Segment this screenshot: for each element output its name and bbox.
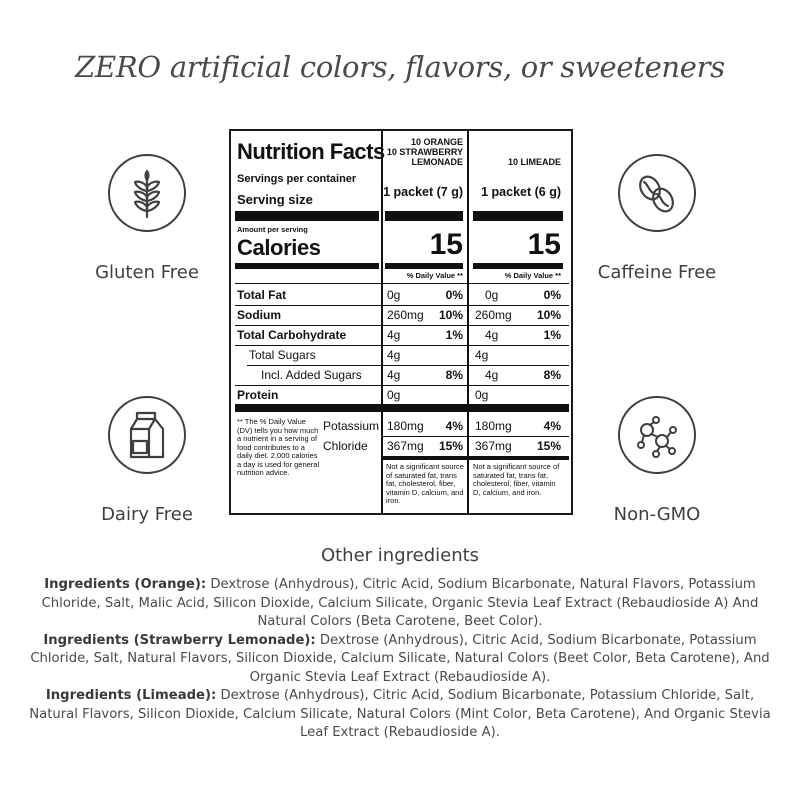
column-2-footnote: Not a significant source of saturated fat, trans fat, cholesterol, fiber, vitamin D, calcium, and iron. [473,462,560,497]
ingredients-label: Ingredients (Limeade): [45,688,217,703]
column-2-name: 10 LIMEADE [507,157,561,167]
cell-dv: 8% [543,368,561,382]
row-label: Protein [237,388,279,402]
cell-amount: 0g [387,388,401,402]
coffee-beans-icon [618,154,696,232]
rule [383,436,569,437]
molecule-icon [618,396,696,474]
cell-amount: 4g [475,348,489,362]
badge-dairy-free [67,396,227,525]
column-1-serving: 1 packet (7 g) [383,185,463,199]
ingredients-list: Dextrose (Anhydrous), Citric Acid, Sodium Bicarbonate, Potassium Chloride, Salt, Natural Flavors, Silicon Dioxide, Calcium Silicate, Natural Colors (Mint Color, Beta Carotene), And Organic Stevia Leaf Extract (Rebaudioside A). [29,688,771,740]
row-label: Total Carbohydrate [237,328,347,342]
badge-gluten-free [67,154,227,283]
ingredients-strawberry [24,632,776,688]
badge-label: Dairy Free [101,504,193,525]
cell-amount: 0g [485,288,499,302]
cell-amount: 260mg [475,308,512,322]
cell-dv: 4% [543,419,561,433]
cell-dv: 10% [438,308,463,322]
cell-dv: 15% [536,439,561,453]
rule [235,305,569,306]
wheat-icon [108,154,186,232]
thick-rule [383,456,569,460]
badge-caffeine-free [577,154,737,283]
badge-label: Caffeine Free [597,262,717,283]
milk-carton-icon [108,396,186,474]
ingredients-list: Dextrose (Anhydrous), Citric Acid, Sodium Bicarbonate, Potassium Chloride, Salt, Natural Flavors, Silicon Dioxide, Calcium Silicate, Natural Colors (Beet Color, Beta Carotene), And Organic Stevia Leaf Extract (Rebaudioside A). [30,632,770,685]
serving-size-label: Serving size [237,192,313,207]
cell-amount: 180mg [387,419,424,433]
other-ingredients-title: Other ingredients [320,545,480,566]
row-label: Total Fat [237,288,287,302]
cell-dv: 4% [445,419,463,433]
headline: ZERO artificial colors, flavors, or sweeteners [75,50,725,84]
cell-dv: 1% [543,328,561,342]
ingredients-orange [24,576,776,632]
row-label: Chloride [323,439,368,453]
cell-dv: 15% [438,439,463,453]
cell-amount: 367mg [475,439,512,453]
ingredients-limeade [24,687,776,743]
row-label: Potassium [323,419,380,433]
cell-amount: 4g [485,328,499,342]
thick-rule [473,263,563,269]
cell-amount: 367mg [387,439,424,453]
cell-dv: 8% [445,368,463,382]
badge-label: Gluten Free [95,262,199,283]
column-name-line: 10 ORANGE [410,137,463,147]
column-1-dv-header: % Daily Value ** [406,271,463,280]
nutrition-facts-panel [229,129,573,515]
column-2-dv-header: % Daily Value ** [504,271,561,280]
cell-amount: 4g [485,368,499,382]
dv-note: ** The % Daily Value (DV) tells you how much a nutrient in a serving of food contributes to a daily diet. 2,000 calories a day is used for general nutrition advice. [237,417,320,477]
cell-amount: 4g [387,328,401,342]
cell-dv: 0% [445,288,463,302]
rule [247,365,569,366]
cell-amount: 4g [387,368,401,382]
column-name-line: 10 STRAWBERRY [386,147,463,157]
cell-amount: 180mg [475,419,512,433]
ingredients-list: Dextrose (Anhydrous), Citric Acid, Sodium Bicarbonate, Natural Flavors, Potassium Chloride, Salt, Malic Acid, Silicon Dioxide, Calcium Silicate, Organic Stevia Leaf Extract (Rebaudioside A) And Natural Colors (Beta Carotene, Beet Color). [41,577,759,629]
calories-label: Calories [237,235,321,260]
column-1-footnote: Not a significant source of saturated fat, trans fat, cholesterol, fiber, vitamin D, calcium, and iron. [386,462,464,505]
column-1-name [383,137,463,167]
thick-rule [235,263,379,269]
thick-rule [385,263,463,269]
servings-label: Servings per container [237,173,357,185]
ingredients-label: Ingredients (Strawberry Lemonade): [43,632,316,648]
ingredients-label: Ingredients (Orange): [44,577,207,592]
column-name-line: LEMONADE [411,157,463,167]
rule [235,345,569,346]
amount-per-serving: Amount per serving [237,225,308,234]
thick-rule [235,404,569,412]
cell-amount: 0g [387,288,401,302]
cell-amount: 4g [387,348,401,362]
column-2-serving: 1 packet (6 g) [481,185,561,199]
column-1-calories: 15 [429,228,463,261]
badge-non-gmo [577,396,737,525]
row-label: Total Sugars [249,348,316,362]
nutrition-title: Nutrition Facts [237,139,385,164]
row-label: Incl. Added Sugars [261,368,362,382]
rule [235,283,569,284]
cell-dv: 10% [536,308,561,322]
thick-rule [473,211,563,221]
row-label: Sodium [237,308,281,322]
rule [235,385,569,386]
cell-dv: 0% [543,288,561,302]
cell-amount: 260mg [387,308,424,322]
thick-rule [235,211,379,221]
ingredients-text [24,576,776,743]
cell-amount: 0g [475,388,489,402]
rule [235,325,569,326]
badge-label: Non-GMO [613,504,701,525]
cell-dv: 1% [445,328,463,342]
thick-rule [385,211,463,221]
column-2-calories: 15 [527,228,561,261]
